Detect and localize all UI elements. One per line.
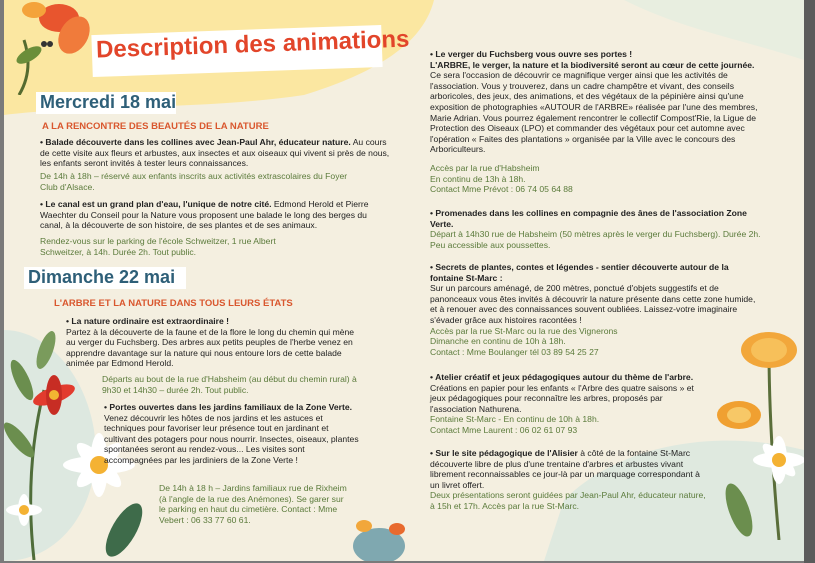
verger-text: Ce sera l'occasion de découvrir ce magnifique verger ainsi que les activités de l'association. Vous y trouverez, dans un cadre champêtre et vivant, des conseils arboricoles, des jeux, des animations, et des végétaux de la pépinière ainsi qu'une exposition de photographies «AUTOUR de l'ARBRE» réalisée par l'une des membres, Marie Adrian. Vous pourrez également rencontrer le collectif Compost'Rie, la Ligue de Protection des Oiseaux (LPO) et commander des végétaux pour cet automne avec l'opération « Faites des plantations » organisée par la Ville avec le concours des Arboriculteurs. <box>430 70 758 155</box>
secrets-access: Accès par la rue St-Marc ou la rue des Vignerons <box>430 325 618 336</box>
verger-lead: L'ARBRE, le verger, la nature et la biodiversité seront au cœur de cette journée. <box>430 59 755 70</box>
atelier-text: Créations en papier pour les enfants « l'Arbre des quatre saisons » et jeux pédagogiques pour reconnaître les arbres, proposés par l'association Nathurena. <box>430 382 694 414</box>
secrets-heading: • Secrets de plantes, contes et légendes - sentier découverte autour de la fontaine St-Marc : <box>430 262 729 283</box>
dimanche-subtitle: L'ARBRE ET LA NATURE DANS TOUS LEURS ÉTATS <box>54 298 293 309</box>
item-heading: • Le canal est un grand plan d'eau, l'unique de notre cité. <box>40 199 272 209</box>
alisier-guided: Deux présentations seront guidées par Jean-Paul Ahr, éducateur nature, <box>430 490 706 501</box>
secrets-hours: Dimanche en continu de 10h à 18h. <box>430 336 566 347</box>
verger-contact: Contact Mme Prévot : 06 74 05 64 88 <box>430 184 573 195</box>
alisier-text: à côté de la fontaine St-Marc découverte libre de plus d'une trentaine d'arbres et arbustes vivant librement reconnaissables ce jour-là par un marquage correspondant à un livret offert. <box>430 448 700 490</box>
mercredi-item-1 <box>40 137 390 169</box>
brochure-page <box>4 0 804 561</box>
atelier-heading: • Atelier créatif et jeux pédagogiques autour du thème de l'arbre. <box>430 372 694 382</box>
mercredi-subtitle: A LA RENCONTRE DES BEAUTÉS DE LA NATURE <box>42 121 269 132</box>
mercredi-item-2 <box>40 199 370 231</box>
item-text: Au cours de cette visite aux fleurs et arbustes, aux insectes et aux oiseaux qui vivent si près de nous, les enfants seront invités à tester leurs connaissances. <box>40 137 390 169</box>
secrets-text: Sur un parcours aménagé, de 200 mètres, ponctué d'objets suggestifs et de panonceaux vous êtes invités à découvrir la nature présente dans cette zone humide, et à renouer avec des connaissances souvent oubliées. Laissez-votre imaginaire s'évader grâce aux histoires racontées ! <box>430 283 756 325</box>
atelier-block <box>430 372 700 436</box>
verger-access: Accès par la rue d'Habsheim <box>430 163 540 173</box>
item-text: Venez découvrir les hôtes de nos jardins et les astuces et techniques pour favoriser leur présence tout en jardinant et cultivant des potagers pour nous nourrir. Insectes, oiseaux, plantes spontanées seront au rendez-vous... Les visites sont accompagnées par les jardiniers de la Zone Verte ! <box>104 412 359 465</box>
viewer-scrollbar-strip[interactable] <box>804 0 815 563</box>
item-text: Edmond Herold et Pierre Waechter du Conseil pour la Nature vous proposent une balade le long des berges du canal, à la découverte de son histoire, de ses plantes et de ses animaux. <box>40 199 369 231</box>
promenades-heading: • Promenades dans les collines en compagnie des ânes de l'association Zone Verte. <box>430 208 747 229</box>
promenades-block <box>430 208 765 250</box>
dimanche-item-2 <box>104 402 362 466</box>
verger-info <box>430 163 730 195</box>
item-heading: • Portes ouvertes dans les jardins familiaux de la Zone Verte. <box>104 402 353 412</box>
dimanche-item-2-info: De 14h à 18 h – Jardins familiaux rue de Rixheim (à l'angle de la rue des Anémones). Se garer sur le parking en haut du cimetière. Contact : Mme Vebert : 06 33 77 60 61. <box>159 483 347 525</box>
mercredi-item-2-info: Rendez-vous sur le parking de l'école Schweitzer, 1 rue Albert Schweitzer, à 14h. Durée 2h. Tout public. <box>40 236 276 257</box>
dimanche-heading: Dimanche 22 mai <box>28 267 176 287</box>
secrets-block <box>430 262 760 357</box>
atelier-hours: Fontaine St-Marc - En continu de 10h à 18h. <box>430 414 600 425</box>
verger-block <box>430 49 770 155</box>
dimanche-item-1-info: Départs au bout de la rue d'Habsheim (au début du chemin rural) à 9h30 et 14h30 – durée 2h. Tout public. <box>102 374 357 395</box>
item-heading: • Balade découverte dans les collines avec Jean-Paul Ahr, éducateur nature. <box>40 137 351 147</box>
promenades-info: Départ à 14h30 rue de Habsheim (50 mètres après le verger du Fuchsberg). Durée 2h. Peu accessible aux poussettes. <box>430 229 761 250</box>
bottom-center-flowers-illustration <box>349 511 419 561</box>
atelier-contact: Contact Mme Laurent : 06 02 61 07 93 <box>430 424 578 435</box>
alisier-times: à 15h et 17h. Accès par la rue St-Marc. <box>430 500 580 511</box>
alisier-block <box>430 448 710 512</box>
item-text: Partez à la découverte de la faune et de la flore le long du chemin qui mène au verger du Fuchsberg. Des arbres aux petits peuples de l'herbe venez en apprendre davantage sur la nature qui nous entoure lors de cette balade animée par Edmond Herold. <box>66 326 355 369</box>
secrets-contact: Contact : Mme Boulanger tél 03 89 54 25 27 <box>430 346 599 357</box>
dimanche-item-1 <box>66 316 356 369</box>
mercredi-heading: Mercredi 18 mai <box>40 92 177 112</box>
item-heading: • La nature ordinaire est extraordinaire ! <box>66 316 229 326</box>
verger-hours: En continu de 13h à 18h. <box>430 173 526 184</box>
alisier-heading: • Sur le site pédagogique de l'Alisier <box>430 448 578 458</box>
verger-heading: • Le verger du Fuchsberg vous ouvre ses portes ! <box>430 49 633 59</box>
top-left-flowers-illustration <box>4 0 99 95</box>
mercredi-item-1-info: De 14h à 18h – réservé aux enfants inscrits aux activités extrascolaires du Foyer Club d'Alsace. <box>40 171 348 192</box>
page-title: Description des animations <box>95 25 410 64</box>
